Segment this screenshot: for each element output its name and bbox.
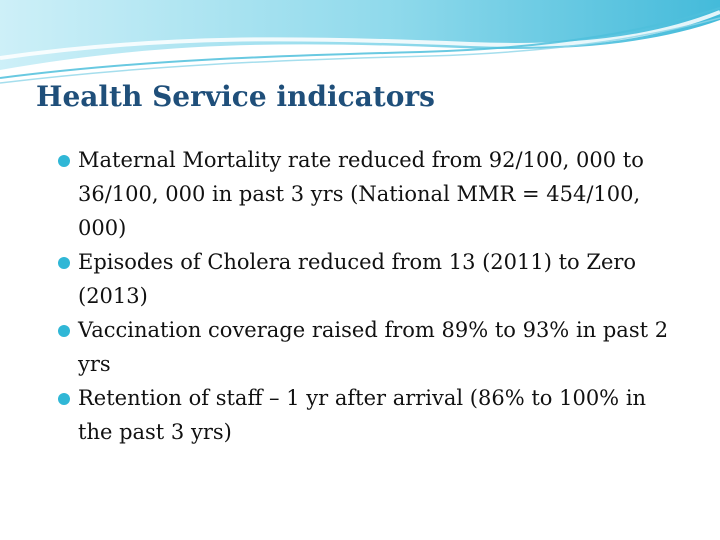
bullet-text: Retention of staff – 1 yr after arrival (86% to 100% in the past 3 yrs): [78, 386, 647, 444]
bullet-text: Maternal Mortality rate reduced from 92/100, 000 to 36/100, 000 in past 3 yrs (National MMR = 454/100, 000): [78, 148, 644, 240]
bullet-icon: [58, 155, 70, 167]
bullet-icon: [58, 325, 70, 337]
bullet-text: Episodes of Cholera reduced from 13 (2011) to Zero (2013): [78, 250, 637, 308]
header-wave-decoration: [0, 0, 720, 90]
bullet-item-maternal-mortality: [58, 143, 678, 245]
bullet-item-vaccination: [58, 313, 678, 381]
slide-title: Health Service indicators: [36, 80, 435, 113]
bullet-item-cholera: [58, 245, 678, 313]
bullet-icon: [58, 393, 70, 405]
bullet-icon: [58, 257, 70, 269]
bullet-list: [58, 143, 678, 449]
bullet-item-staff-retention: [58, 381, 678, 449]
bullet-text: Vaccination coverage raised from 89% to 93% in past 2 yrs: [78, 318, 669, 376]
